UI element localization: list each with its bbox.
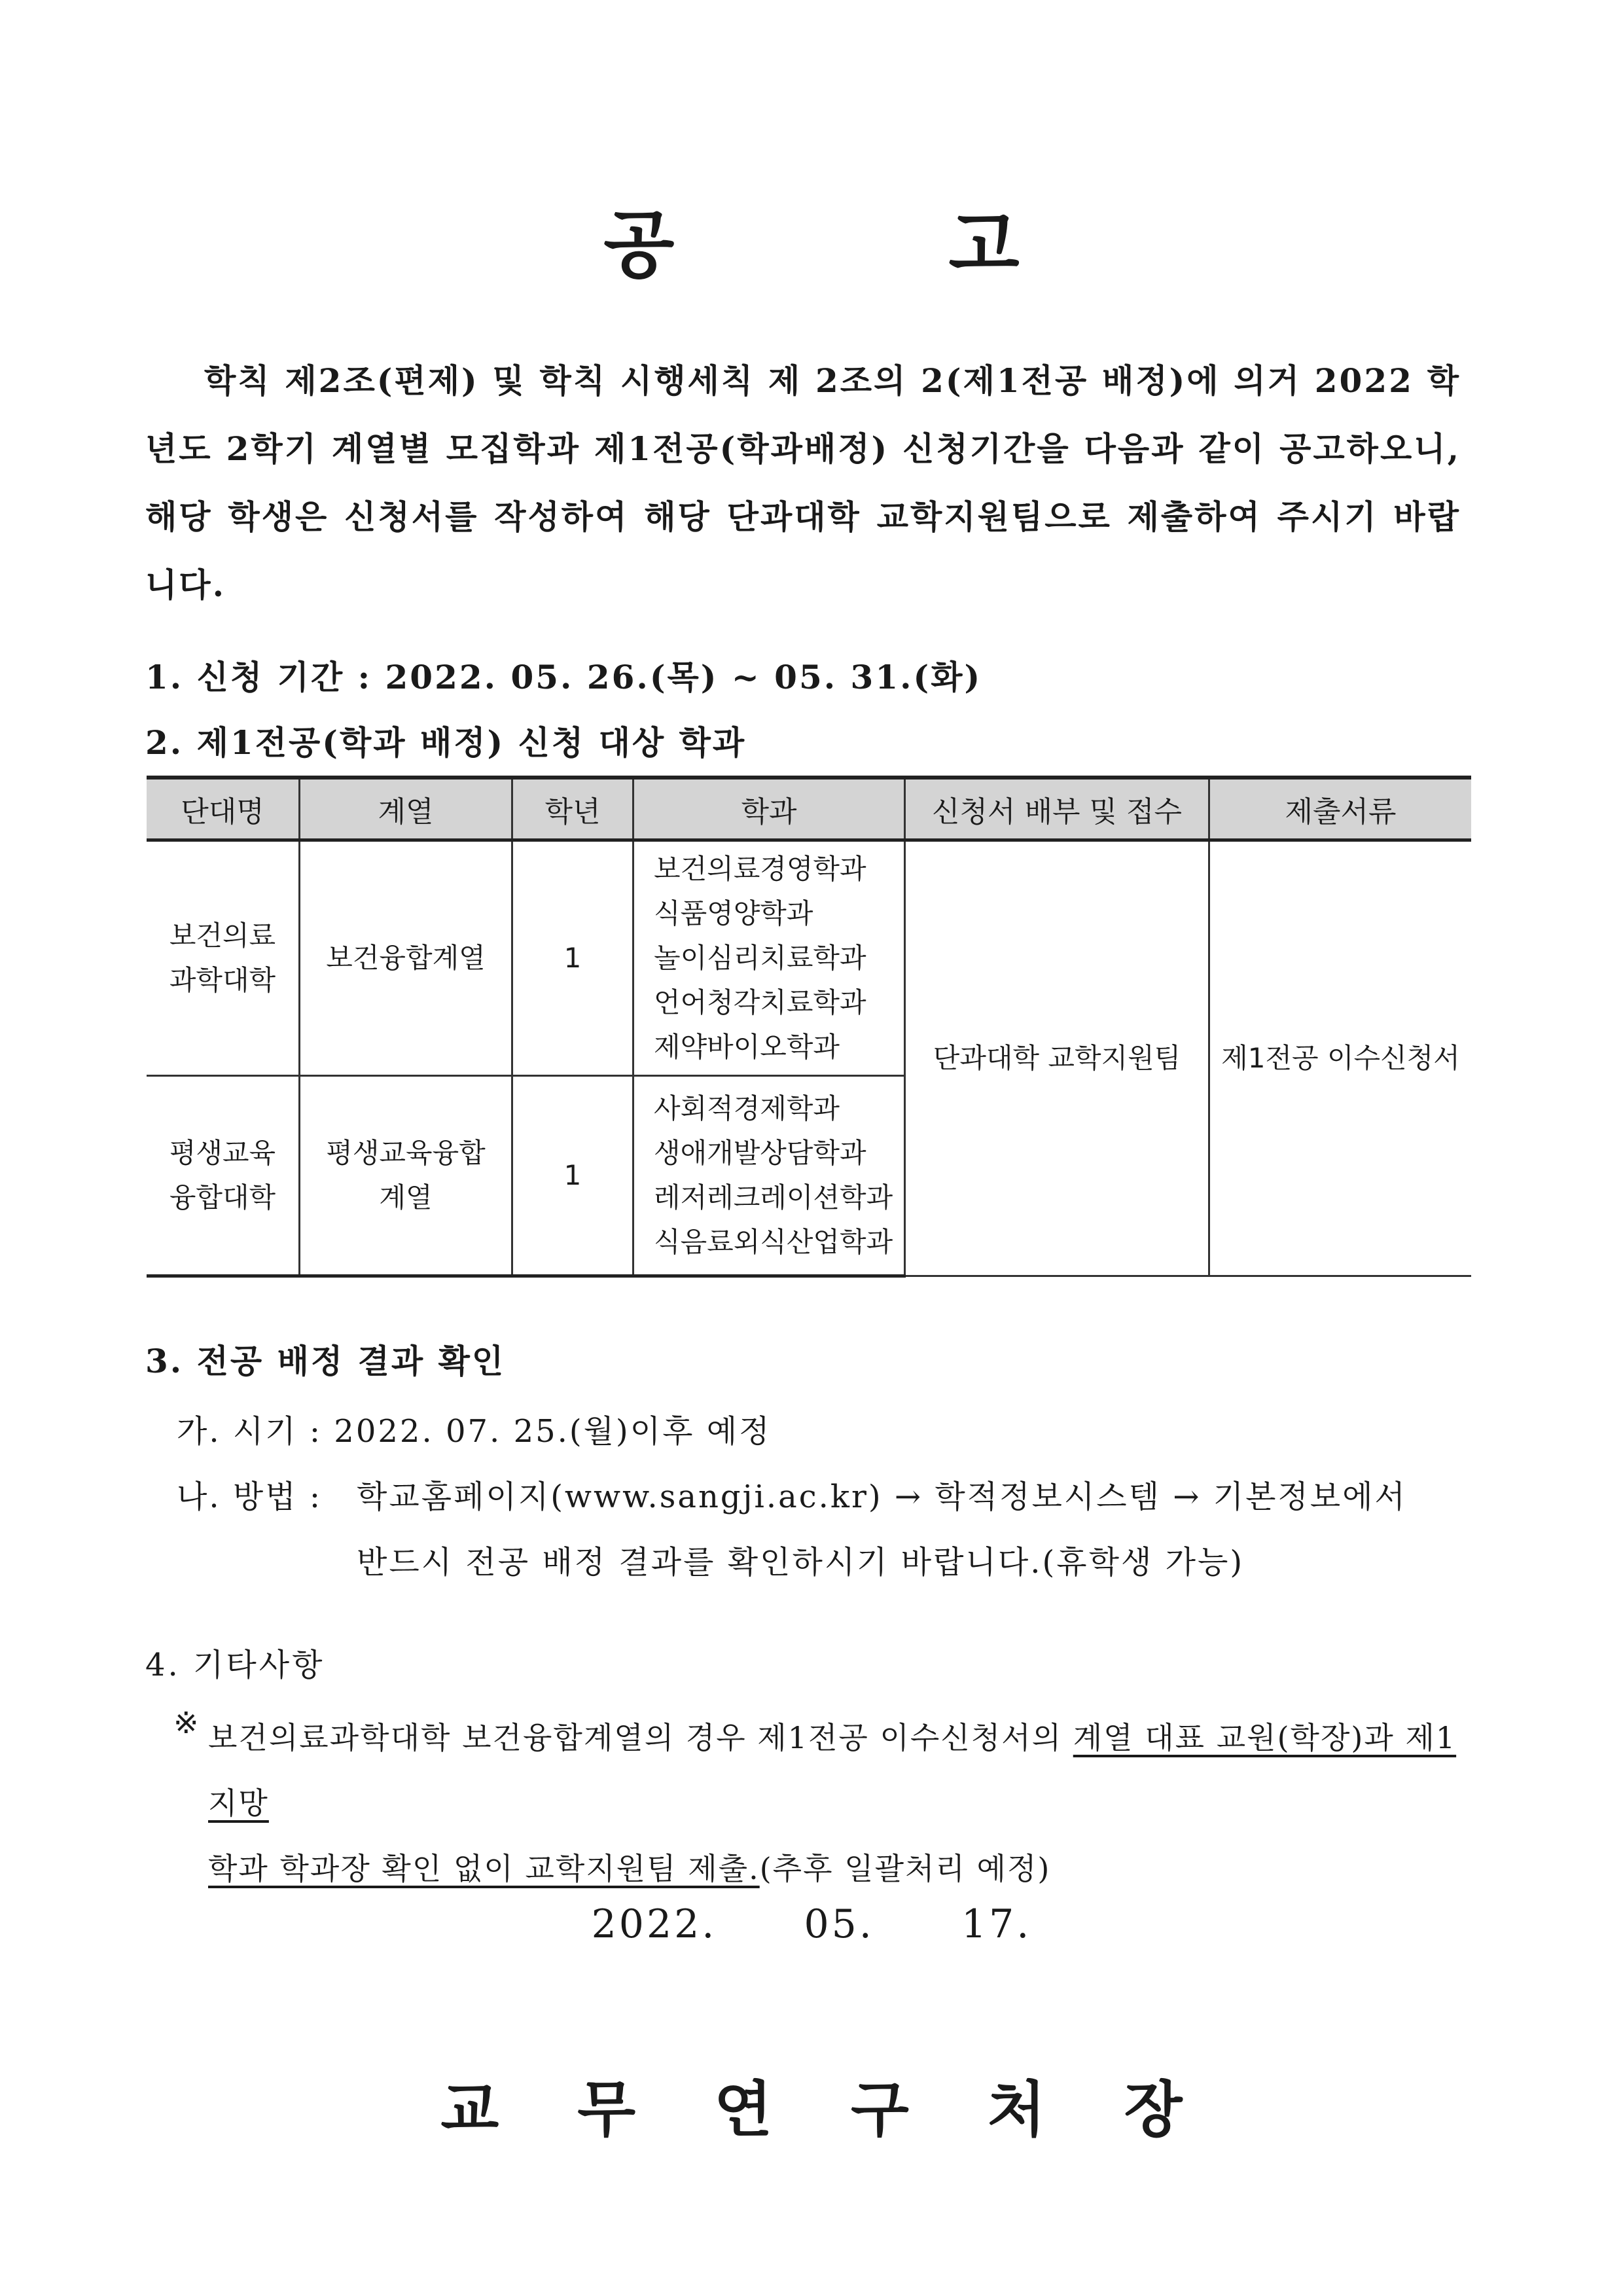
note-text-part-b: (추후 일괄처리 예정) [759, 1851, 1051, 1886]
section-other: 4. 기타사항 [145, 1647, 325, 1683]
section-result-check-text: 3. 전공 배정 결과 확인 [145, 1342, 506, 1380]
section-target-majors: 2. 제1전공(학과 배정) 신청 대상 학과 [145, 723, 747, 762]
documents-cell: 제1전공 이수신청서 [1209, 840, 1472, 1276]
note-mark: ※ [173, 1705, 201, 1740]
result-method-label: 나. 방법 : [177, 1479, 323, 1515]
header-college: 단대명 [147, 778, 300, 840]
intro-paragraph: 학칙 제2조(편제) 및 학칙 시행세칙 제 2조의 2(제1전공 배정)에 의거 2022 학년도 2학기 계열별 모집학과 제1전공(학과배정) 신청기간을 다음과 같이 공고하오니, 해당 학생은 신청서를 작성하여 해당 단과대학 교학지원팀으로 제출하여 주시기 바랍니다. [145, 361, 1461, 604]
header-documents: 제출서류 [1209, 778, 1472, 840]
header-field: 계열 [300, 778, 512, 840]
header-major: 학과 [633, 778, 905, 840]
notice-date: 2022. 05. 17. [591, 1901, 1032, 1947]
notice-title: 공 고 [603, 203, 1144, 288]
header-office: 신청서 배부 및 접수 [905, 778, 1209, 840]
section-application-period: 1. 신청 기간 : 2022. 05. 26.(목) ~ 05. 31.(화) [145, 658, 982, 696]
target-majors-table [147, 776, 1471, 1278]
grade-cell: 1 [512, 1076, 633, 1276]
college-cell: 보건의료 과학대학 [147, 840, 300, 1076]
result-timing: 가. 시기 : 2022. 07. 25.(월)이후 예정 [177, 1413, 772, 1450]
note-underlined-2: 학과 학과장 확인 없이 교학지원팀 제출. [208, 1851, 760, 1886]
note-text [208, 1705, 1471, 1901]
section-result-check [145, 1335, 505, 1382]
note-text-part-a: 보건의료과학대학 보건융합계열의 경우 제1전공 이수신청서의 [208, 1720, 1073, 1755]
college-cell: 평생교육 융합대학 [147, 1076, 300, 1276]
note-underlined-1: 계열 대표 교원(학장)과 제1지망 [208, 1720, 1457, 1821]
issuer-signature: 교무연구처장 [440, 2074, 1261, 2145]
office-cell: 단과대학 교학지원팀 [905, 840, 1209, 1276]
table-row [147, 840, 1471, 1076]
majors-cell: 사회적경제학과 생애개발상담학과 레저레크레이션학과 식음료외식산업학과 [633, 1076, 905, 1276]
field-cell: 평생교육융합 계열 [300, 1076, 512, 1276]
result-method-line2: 반드시 전공 배정 결과를 확인하시기 바랍니다.(휴학생 가능) [357, 1544, 1245, 1581]
header-grade: 학년 [512, 778, 633, 840]
majors-cell: 보건의료경영학과 식품영양학과 놀이심리치료학과 언어청각치료학과 제약바이오학과 [633, 840, 905, 1076]
grade-cell: 1 [512, 840, 633, 1076]
field-cell: 보건융합계열 [300, 840, 512, 1076]
result-method-line1: 학교홈페이지(www.sangji.ac.kr) → 학적정보시스템 → 기본정보에서 [357, 1479, 1407, 1515]
table-header-row [147, 778, 1471, 840]
